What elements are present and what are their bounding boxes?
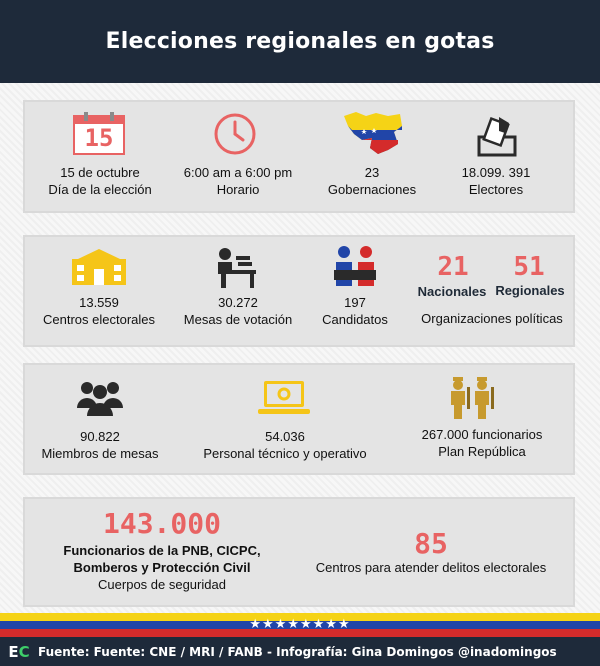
flag-stars: ★★★★★★★★ <box>249 617 351 632</box>
crimes-centers-label: Centros para atender delitos electorales <box>315 560 547 575</box>
stat-plan-republica <box>392 426 572 460</box>
staff-label: Personal técnico y operativo <box>203 446 367 461</box>
stat-voters <box>431 164 561 198</box>
stat-schedule <box>168 164 308 198</box>
laptop-icon <box>258 379 310 417</box>
stat-governorships <box>302 164 442 198</box>
national-orgs-number: 21 <box>437 252 469 282</box>
header-bar <box>0 0 600 83</box>
candidates-icon <box>332 244 378 288</box>
paper-background <box>0 83 600 613</box>
schedule-value: 6:00 am a 6:00 pm <box>183 165 293 180</box>
national-orgs-label: Nacionales <box>417 284 487 299</box>
centers-label: Centros electorales <box>43 312 155 327</box>
stat-tables <box>168 294 308 328</box>
tables-label: Mesas de votación <box>183 312 293 327</box>
political-orgs-label: Organizaciones políticas <box>421 311 563 326</box>
candidates-label: Candidatos <box>322 312 388 327</box>
members-value: 90.822 <box>80 429 120 444</box>
crimes-centers-number: 85 <box>414 527 448 560</box>
stat-security <box>42 542 282 593</box>
regional-orgs-number: 51 <box>513 252 545 282</box>
security-number: 143.000 <box>102 507 221 540</box>
stat-election-date <box>30 164 170 198</box>
members-label: Miembros de mesas <box>41 446 159 461</box>
soldiers-icon <box>447 375 495 421</box>
calendar-day: 15 <box>84 124 114 152</box>
staff-value: 54.036 <box>265 429 305 444</box>
security-label: Cuerpos de seguridad <box>98 577 226 592</box>
stat-centers <box>28 294 170 328</box>
clock-icon <box>213 112 257 156</box>
logo-letter-e: E <box>8 642 19 661</box>
plan-republica-label: Plan República <box>438 444 526 459</box>
governorships-value: 23 <box>364 165 380 180</box>
ec-logo <box>0 637 38 666</box>
ballot-box-icon <box>475 113 521 159</box>
desk-worker-icon <box>212 246 260 290</box>
regional-orgs-label: Regionales <box>495 283 565 298</box>
venezuela-map-icon <box>342 110 404 158</box>
logo-letter-c: C <box>18 642 30 661</box>
centers-value: 13.559 <box>79 295 119 310</box>
source-credit: Fuente: Fuente: CNE / MRI / FANB - Infografía: Gina Domingos @inadomingos <box>38 644 557 659</box>
plan-republica-value: 267.000 funcionarios <box>421 427 543 442</box>
voters-label: Electores <box>468 182 524 197</box>
voters-value: 18.099. 391 <box>461 165 531 180</box>
stat-members <box>30 428 170 462</box>
security-line2: Bomberos y Protección Civil <box>73 560 251 575</box>
stat-candidates <box>305 294 405 328</box>
footer-bar <box>0 637 600 666</box>
tables-value: 30.272 <box>218 295 258 310</box>
schedule-label: Horario <box>216 182 260 197</box>
group-people-icon <box>75 378 125 418</box>
candidates-value: 197 <box>344 295 366 310</box>
election-date-value: 15 de octubre <box>60 165 140 180</box>
governorships-label: Gobernaciones <box>327 182 417 197</box>
security-line1: Funcionarios de la PNB, CICPC, <box>63 543 261 558</box>
stat-staff <box>188 428 382 462</box>
election-date-label: Día de la elección <box>48 182 152 197</box>
building-icon <box>68 247 130 287</box>
page-title: Elecciones regionales en gotas <box>105 29 495 54</box>
